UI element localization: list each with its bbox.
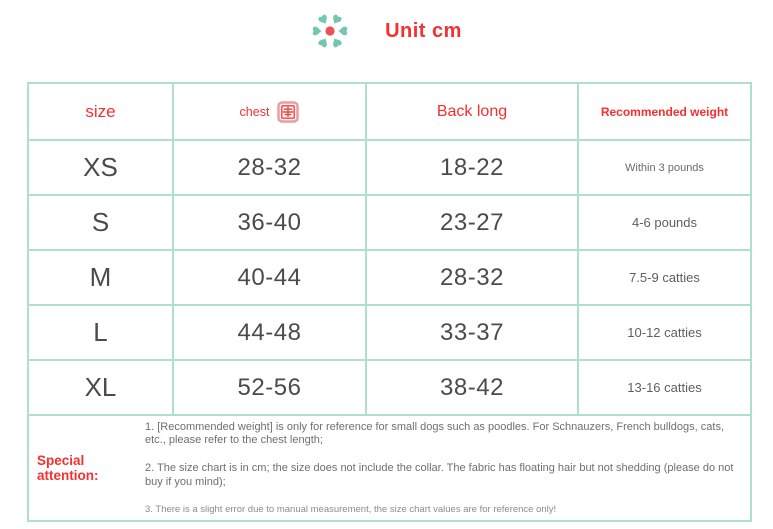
- weight-value: 13-16 catties: [578, 360, 751, 415]
- back-long-value: 23-27: [366, 195, 578, 250]
- weight-value: 10-12 catties: [578, 305, 751, 360]
- column-header-back-long: Back long: [366, 83, 578, 140]
- size-value: XL: [28, 360, 173, 415]
- flower-icon: [311, 11, 349, 51]
- table-row-s: [28, 195, 751, 250]
- weight-value: 4-6 pounds: [578, 195, 751, 250]
- size-value: XS: [28, 140, 173, 195]
- table-row-l: [28, 305, 751, 360]
- back-long-value: 18-22: [366, 140, 578, 195]
- note-item-2: 2. The size chart is in cm; the size does not include the collar. The fabric has floating hair but not shedding (please do not buy if you mind);: [145, 462, 734, 488]
- weight-value: 7.5-9 catties: [578, 250, 751, 305]
- table-row-m: [28, 250, 751, 305]
- column-header-size: size: [28, 83, 173, 140]
- page-header: [0, 8, 773, 54]
- size-value: S: [28, 195, 173, 250]
- unit-label: Unit cm: [385, 19, 462, 42]
- notes-row: [28, 415, 751, 521]
- chest-girth-stamp-icon: [277, 101, 299, 123]
- chest-value: 52-56: [173, 360, 366, 415]
- special-attention-label: Special attention:: [37, 453, 99, 483]
- chest-value: 36-40: [173, 195, 366, 250]
- table-header-row: [28, 83, 751, 140]
- column-header-chest: [173, 83, 366, 140]
- chest-value: 40-44: [173, 250, 366, 305]
- column-header-chest-label: chest: [239, 104, 270, 119]
- table-row-xs: [28, 140, 751, 195]
- weight-value: Within 3 pounds: [578, 140, 751, 195]
- column-header-recommended-weight: Recommended weight: [578, 83, 751, 140]
- size-chart-table: [27, 82, 752, 522]
- back-long-value: 28-32: [366, 250, 578, 305]
- size-value: M: [28, 250, 173, 305]
- note-item-1: 1. [Recommended weight] is only for reference for small dogs such as poodles. For Schnauzers, French bulldogs, cats, etc., please refer to the chest length;: [145, 420, 725, 447]
- size-value: L: [28, 305, 173, 360]
- notes-list: [145, 416, 750, 520]
- chest-value: 44-48: [173, 305, 366, 360]
- chest-value: 28-32: [173, 140, 366, 195]
- table-row-xl: [28, 360, 751, 415]
- back-long-value: 38-42: [366, 360, 578, 415]
- back-long-value: 33-37: [366, 305, 578, 360]
- note-item-3: 3. There is a slight error due to manual measurement, the size chart values are for reference only!: [145, 503, 557, 515]
